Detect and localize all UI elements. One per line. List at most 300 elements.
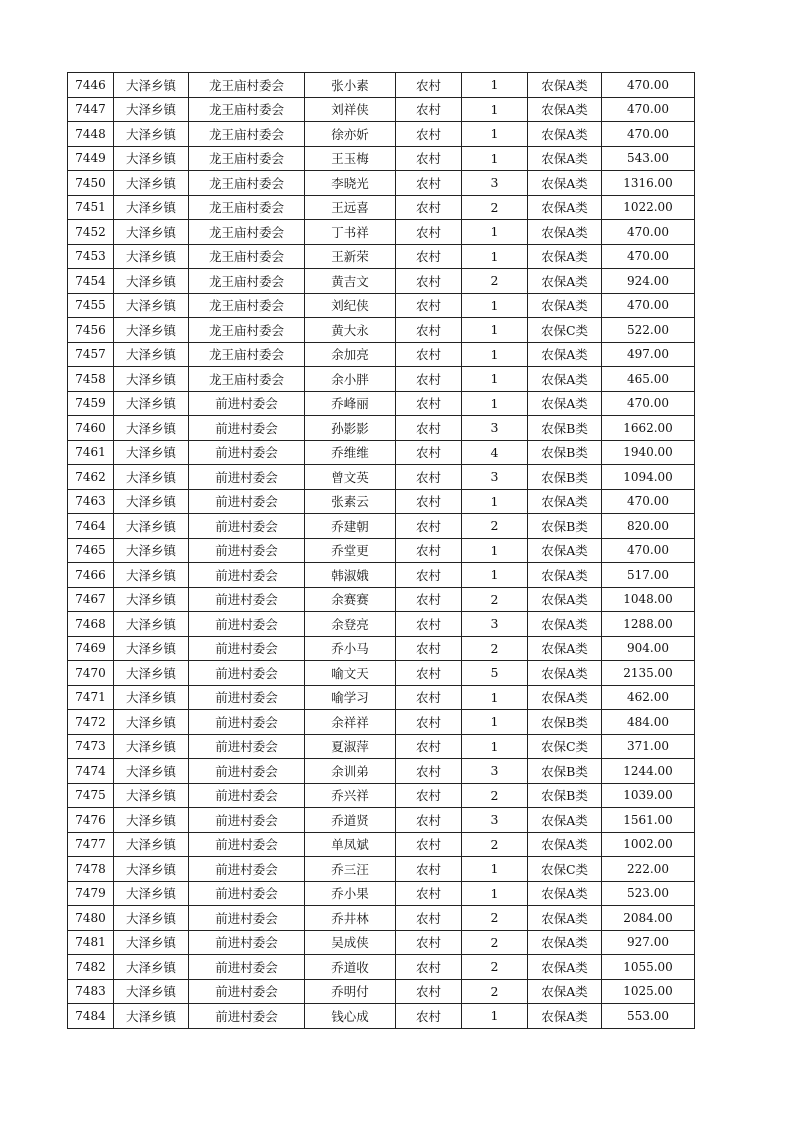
person-name-cell: 张小素	[305, 73, 396, 98]
insurance-class-cell: 农保A类	[528, 587, 602, 612]
area-type-cell: 农村	[396, 220, 462, 245]
amount-cell: 1316.00	[602, 171, 695, 196]
township-cell: 大泽乡镇	[114, 808, 189, 833]
person-name-cell: 黄大永	[305, 318, 396, 343]
insurance-class-cell: 农保B类	[528, 783, 602, 808]
table-row	[68, 220, 695, 245]
amount-cell: 465.00	[602, 367, 695, 392]
table-row	[68, 538, 695, 563]
area-type-cell: 农村	[396, 685, 462, 710]
area-type-cell: 农村	[396, 440, 462, 465]
amount-cell: 924.00	[602, 269, 695, 294]
person-name-cell: 夏淑萍	[305, 734, 396, 759]
village-committee-cell: 前进村委会	[189, 1004, 305, 1029]
amount-cell: 820.00	[602, 514, 695, 539]
subsidy-table	[67, 72, 695, 1029]
table-row	[68, 367, 695, 392]
amount-cell: 1055.00	[602, 955, 695, 980]
person-name-cell: 黄吉文	[305, 269, 396, 294]
amount-cell: 523.00	[602, 881, 695, 906]
amount-cell: 1002.00	[602, 832, 695, 857]
amount-cell: 904.00	[602, 636, 695, 661]
area-type-cell: 农村	[396, 514, 462, 539]
row-id-cell: 7473	[68, 734, 114, 759]
person-name-cell: 喻文天	[305, 661, 396, 686]
row-id-cell: 7454	[68, 269, 114, 294]
row-id-cell: 7453	[68, 244, 114, 269]
table-row	[68, 881, 695, 906]
amount-cell: 543.00	[602, 146, 695, 171]
village-committee-cell: 龙王庙村委会	[189, 73, 305, 98]
table-row	[68, 710, 695, 735]
table-row	[68, 465, 695, 490]
amount-cell: 470.00	[602, 73, 695, 98]
table-row	[68, 734, 695, 759]
amount-cell: 1025.00	[602, 979, 695, 1004]
row-id-cell: 7466	[68, 563, 114, 588]
row-id-cell: 7446	[68, 73, 114, 98]
village-committee-cell: 前进村委会	[189, 416, 305, 441]
table-row	[68, 489, 695, 514]
township-cell: 大泽乡镇	[114, 587, 189, 612]
household-size-cell: 2	[462, 979, 528, 1004]
township-cell: 大泽乡镇	[114, 538, 189, 563]
person-name-cell: 乔道贤	[305, 808, 396, 833]
row-id-cell: 7452	[68, 220, 114, 245]
table-row	[68, 269, 695, 294]
village-committee-cell: 前进村委会	[189, 391, 305, 416]
area-type-cell: 农村	[396, 808, 462, 833]
amount-cell: 371.00	[602, 734, 695, 759]
person-name-cell: 乔井林	[305, 906, 396, 931]
area-type-cell: 农村	[396, 636, 462, 661]
village-committee-cell: 前进村委会	[189, 881, 305, 906]
row-id-cell: 7481	[68, 930, 114, 955]
insurance-class-cell: 农保A类	[528, 73, 602, 98]
row-id-cell: 7478	[68, 857, 114, 882]
row-id-cell: 7456	[68, 318, 114, 343]
row-id-cell: 7448	[68, 122, 114, 147]
amount-cell: 222.00	[602, 857, 695, 882]
amount-cell: 927.00	[602, 930, 695, 955]
table-row	[68, 857, 695, 882]
household-size-cell: 2	[462, 636, 528, 661]
area-type-cell: 农村	[396, 612, 462, 637]
person-name-cell: 余祥祥	[305, 710, 396, 735]
amount-cell: 470.00	[602, 293, 695, 318]
row-id-cell: 7462	[68, 465, 114, 490]
amount-cell: 497.00	[602, 342, 695, 367]
township-cell: 大泽乡镇	[114, 73, 189, 98]
amount-cell: 1022.00	[602, 195, 695, 220]
row-id-cell: 7475	[68, 783, 114, 808]
table-row	[68, 195, 695, 220]
village-committee-cell: 龙王庙村委会	[189, 195, 305, 220]
area-type-cell: 农村	[396, 759, 462, 784]
township-cell: 大泽乡镇	[114, 416, 189, 441]
person-name-cell: 乔建朝	[305, 514, 396, 539]
village-committee-cell: 龙王庙村委会	[189, 318, 305, 343]
row-id-cell: 7477	[68, 832, 114, 857]
village-committee-cell: 前进村委会	[189, 685, 305, 710]
insurance-class-cell: 农保A类	[528, 538, 602, 563]
person-name-cell: 乔小马	[305, 636, 396, 661]
insurance-class-cell: 农保A类	[528, 122, 602, 147]
person-name-cell: 余小胖	[305, 367, 396, 392]
row-id-cell: 7474	[68, 759, 114, 784]
table-row	[68, 661, 695, 686]
household-size-cell: 1	[462, 1004, 528, 1029]
household-size-cell: 3	[462, 759, 528, 784]
household-size-cell: 1	[462, 489, 528, 514]
insurance-class-cell: 农保A类	[528, 832, 602, 857]
township-cell: 大泽乡镇	[114, 122, 189, 147]
village-committee-cell: 龙王庙村委会	[189, 293, 305, 318]
insurance-class-cell: 农保B类	[528, 514, 602, 539]
insurance-class-cell: 农保A类	[528, 685, 602, 710]
person-name-cell: 王玉梅	[305, 146, 396, 171]
table-row	[68, 171, 695, 196]
village-committee-cell: 前进村委会	[189, 440, 305, 465]
township-cell: 大泽乡镇	[114, 318, 189, 343]
household-size-cell: 3	[462, 416, 528, 441]
table-row	[68, 783, 695, 808]
household-size-cell: 2	[462, 269, 528, 294]
village-committee-cell: 前进村委会	[189, 906, 305, 931]
insurance-class-cell: 农保A类	[528, 808, 602, 833]
amount-cell: 470.00	[602, 97, 695, 122]
township-cell: 大泽乡镇	[114, 857, 189, 882]
area-type-cell: 农村	[396, 391, 462, 416]
table-row	[68, 759, 695, 784]
row-id-cell: 7482	[68, 955, 114, 980]
table-row	[68, 440, 695, 465]
area-type-cell: 农村	[396, 906, 462, 931]
village-committee-cell: 前进村委会	[189, 759, 305, 784]
person-name-cell: 乔堂更	[305, 538, 396, 563]
table-row	[68, 146, 695, 171]
township-cell: 大泽乡镇	[114, 489, 189, 514]
household-size-cell: 3	[462, 808, 528, 833]
amount-cell: 1662.00	[602, 416, 695, 441]
township-cell: 大泽乡镇	[114, 955, 189, 980]
insurance-class-cell: 农保A类	[528, 661, 602, 686]
insurance-class-cell: 农保C类	[528, 857, 602, 882]
table-row	[68, 73, 695, 98]
insurance-class-cell: 农保A类	[528, 293, 602, 318]
row-id-cell: 7476	[68, 808, 114, 833]
person-name-cell: 余赛赛	[305, 587, 396, 612]
table-row	[68, 930, 695, 955]
village-committee-cell: 前进村委会	[189, 979, 305, 1004]
household-size-cell: 2	[462, 930, 528, 955]
amount-cell: 517.00	[602, 563, 695, 588]
village-committee-cell: 前进村委会	[189, 489, 305, 514]
person-name-cell: 余登亮	[305, 612, 396, 637]
area-type-cell: 农村	[396, 710, 462, 735]
person-name-cell: 徐亦妡	[305, 122, 396, 147]
row-id-cell: 7470	[68, 661, 114, 686]
area-type-cell: 农村	[396, 318, 462, 343]
insurance-class-cell: 农保A类	[528, 244, 602, 269]
household-size-cell: 1	[462, 244, 528, 269]
person-name-cell: 余训弟	[305, 759, 396, 784]
person-name-cell: 吴成侠	[305, 930, 396, 955]
township-cell: 大泽乡镇	[114, 244, 189, 269]
household-size-cell: 1	[462, 318, 528, 343]
area-type-cell: 农村	[396, 269, 462, 294]
amount-cell: 522.00	[602, 318, 695, 343]
insurance-class-cell: 农保C类	[528, 734, 602, 759]
table-row	[68, 832, 695, 857]
insurance-class-cell: 农保A类	[528, 367, 602, 392]
table-row	[68, 808, 695, 833]
household-size-cell: 1	[462, 342, 528, 367]
township-cell: 大泽乡镇	[114, 685, 189, 710]
insurance-class-cell: 农保A类	[528, 881, 602, 906]
row-id-cell: 7472	[68, 710, 114, 735]
household-size-cell: 3	[462, 171, 528, 196]
person-name-cell: 张素云	[305, 489, 396, 514]
amount-cell: 1244.00	[602, 759, 695, 784]
area-type-cell: 农村	[396, 1004, 462, 1029]
village-committee-cell: 前进村委会	[189, 955, 305, 980]
person-name-cell: 丁书祥	[305, 220, 396, 245]
area-type-cell: 农村	[396, 416, 462, 441]
township-cell: 大泽乡镇	[114, 440, 189, 465]
person-name-cell: 孙影影	[305, 416, 396, 441]
amount-cell: 2135.00	[602, 661, 695, 686]
insurance-class-cell: 农保B类	[528, 710, 602, 735]
area-type-cell: 农村	[396, 195, 462, 220]
table-row	[68, 342, 695, 367]
household-size-cell: 2	[462, 514, 528, 539]
village-committee-cell: 前进村委会	[189, 465, 305, 490]
village-committee-cell: 前进村委会	[189, 538, 305, 563]
person-name-cell: 李晓光	[305, 171, 396, 196]
township-cell: 大泽乡镇	[114, 710, 189, 735]
household-size-cell: 1	[462, 293, 528, 318]
township-cell: 大泽乡镇	[114, 1004, 189, 1029]
area-type-cell: 农村	[396, 171, 462, 196]
table-body	[68, 73, 695, 1029]
township-cell: 大泽乡镇	[114, 342, 189, 367]
insurance-class-cell: 农保A类	[528, 269, 602, 294]
row-id-cell: 7458	[68, 367, 114, 392]
household-size-cell: 1	[462, 220, 528, 245]
table-row	[68, 416, 695, 441]
village-committee-cell: 前进村委会	[189, 636, 305, 661]
village-committee-cell: 前进村委会	[189, 783, 305, 808]
township-cell: 大泽乡镇	[114, 293, 189, 318]
township-cell: 大泽乡镇	[114, 465, 189, 490]
person-name-cell: 刘纪侠	[305, 293, 396, 318]
person-name-cell: 钱心成	[305, 1004, 396, 1029]
row-id-cell: 7480	[68, 906, 114, 931]
household-size-cell: 1	[462, 146, 528, 171]
table-row	[68, 97, 695, 122]
insurance-class-cell: 农保A类	[528, 636, 602, 661]
amount-cell: 484.00	[602, 710, 695, 735]
area-type-cell: 农村	[396, 979, 462, 1004]
person-name-cell: 王远喜	[305, 195, 396, 220]
row-id-cell: 7479	[68, 881, 114, 906]
person-name-cell: 单凤斌	[305, 832, 396, 857]
area-type-cell: 农村	[396, 832, 462, 857]
household-size-cell: 1	[462, 391, 528, 416]
household-size-cell: 2	[462, 195, 528, 220]
amount-cell: 1094.00	[602, 465, 695, 490]
amount-cell: 1288.00	[602, 612, 695, 637]
person-name-cell: 乔三汪	[305, 857, 396, 882]
household-size-cell: 1	[462, 97, 528, 122]
area-type-cell: 农村	[396, 955, 462, 980]
household-size-cell: 3	[462, 612, 528, 637]
person-name-cell: 乔峰丽	[305, 391, 396, 416]
insurance-class-cell: 农保A类	[528, 146, 602, 171]
area-type-cell: 农村	[396, 734, 462, 759]
village-committee-cell: 前进村委会	[189, 612, 305, 637]
township-cell: 大泽乡镇	[114, 563, 189, 588]
person-name-cell: 曾文英	[305, 465, 396, 490]
township-cell: 大泽乡镇	[114, 636, 189, 661]
area-type-cell: 农村	[396, 783, 462, 808]
household-size-cell: 1	[462, 122, 528, 147]
village-committee-cell: 龙王庙村委会	[189, 367, 305, 392]
village-committee-cell: 前进村委会	[189, 808, 305, 833]
township-cell: 大泽乡镇	[114, 881, 189, 906]
insurance-class-cell: 农保A类	[528, 1004, 602, 1029]
village-committee-cell: 前进村委会	[189, 832, 305, 857]
township-cell: 大泽乡镇	[114, 759, 189, 784]
row-id-cell: 7459	[68, 391, 114, 416]
township-cell: 大泽乡镇	[114, 391, 189, 416]
insurance-class-cell: 农保A类	[528, 195, 602, 220]
insurance-class-cell: 农保B类	[528, 440, 602, 465]
table-row	[68, 612, 695, 637]
person-name-cell: 余加亮	[305, 342, 396, 367]
household-size-cell: 2	[462, 587, 528, 612]
village-committee-cell: 前进村委会	[189, 563, 305, 588]
village-committee-cell: 龙王庙村委会	[189, 244, 305, 269]
amount-cell: 470.00	[602, 391, 695, 416]
row-id-cell: 7457	[68, 342, 114, 367]
row-id-cell: 7484	[68, 1004, 114, 1029]
table-row	[68, 906, 695, 931]
household-size-cell: 5	[462, 661, 528, 686]
household-size-cell: 1	[462, 685, 528, 710]
area-type-cell: 农村	[396, 97, 462, 122]
township-cell: 大泽乡镇	[114, 514, 189, 539]
table-row	[68, 685, 695, 710]
township-cell: 大泽乡镇	[114, 832, 189, 857]
village-committee-cell: 龙王庙村委会	[189, 171, 305, 196]
insurance-class-cell: 农保A类	[528, 979, 602, 1004]
person-name-cell: 乔明付	[305, 979, 396, 1004]
amount-cell: 1039.00	[602, 783, 695, 808]
row-id-cell: 7451	[68, 195, 114, 220]
township-cell: 大泽乡镇	[114, 367, 189, 392]
table-row	[68, 1004, 695, 1029]
township-cell: 大泽乡镇	[114, 195, 189, 220]
insurance-class-cell: 农保A类	[528, 930, 602, 955]
row-id-cell: 7460	[68, 416, 114, 441]
row-id-cell: 7471	[68, 685, 114, 710]
area-type-cell: 农村	[396, 587, 462, 612]
area-type-cell: 农村	[396, 367, 462, 392]
township-cell: 大泽乡镇	[114, 146, 189, 171]
area-type-cell: 农村	[396, 293, 462, 318]
table-row	[68, 979, 695, 1004]
village-committee-cell: 龙王庙村委会	[189, 146, 305, 171]
village-committee-cell: 前进村委会	[189, 661, 305, 686]
amount-cell: 1048.00	[602, 587, 695, 612]
row-id-cell: 7467	[68, 587, 114, 612]
person-name-cell: 喻学习	[305, 685, 396, 710]
amount-cell: 2084.00	[602, 906, 695, 931]
household-size-cell: 4	[462, 440, 528, 465]
insurance-class-cell: 农保B类	[528, 759, 602, 784]
row-id-cell: 7449	[68, 146, 114, 171]
village-committee-cell: 前进村委会	[189, 734, 305, 759]
household-size-cell: 2	[462, 955, 528, 980]
village-committee-cell: 龙王庙村委会	[189, 220, 305, 245]
village-committee-cell: 前进村委会	[189, 930, 305, 955]
area-type-cell: 农村	[396, 930, 462, 955]
person-name-cell: 乔小果	[305, 881, 396, 906]
row-id-cell: 7463	[68, 489, 114, 514]
area-type-cell: 农村	[396, 489, 462, 514]
household-size-cell: 3	[462, 465, 528, 490]
row-id-cell: 7461	[68, 440, 114, 465]
township-cell: 大泽乡镇	[114, 612, 189, 637]
row-id-cell: 7455	[68, 293, 114, 318]
household-size-cell: 1	[462, 710, 528, 735]
insurance-class-cell: 农保A类	[528, 906, 602, 931]
household-size-cell: 1	[462, 881, 528, 906]
amount-cell: 470.00	[602, 122, 695, 147]
household-size-cell: 1	[462, 538, 528, 563]
area-type-cell: 农村	[396, 146, 462, 171]
village-committee-cell: 前进村委会	[189, 857, 305, 882]
township-cell: 大泽乡镇	[114, 661, 189, 686]
table-row	[68, 636, 695, 661]
table-row	[68, 587, 695, 612]
township-cell: 大泽乡镇	[114, 97, 189, 122]
insurance-class-cell: 农保B类	[528, 416, 602, 441]
insurance-class-cell: 农保A类	[528, 220, 602, 245]
township-cell: 大泽乡镇	[114, 979, 189, 1004]
amount-cell: 1940.00	[602, 440, 695, 465]
insurance-class-cell: 农保A类	[528, 612, 602, 637]
township-cell: 大泽乡镇	[114, 906, 189, 931]
household-size-cell: 2	[462, 906, 528, 931]
township-cell: 大泽乡镇	[114, 220, 189, 245]
village-committee-cell: 前进村委会	[189, 514, 305, 539]
person-name-cell: 刘祥侠	[305, 97, 396, 122]
household-size-cell: 1	[462, 73, 528, 98]
amount-cell: 462.00	[602, 685, 695, 710]
household-size-cell: 2	[462, 783, 528, 808]
person-name-cell: 乔兴祥	[305, 783, 396, 808]
village-committee-cell: 龙王庙村委会	[189, 122, 305, 147]
insurance-class-cell: 农保A类	[528, 955, 602, 980]
insurance-class-cell: 农保A类	[528, 97, 602, 122]
household-size-cell: 1	[462, 367, 528, 392]
amount-cell: 553.00	[602, 1004, 695, 1029]
row-id-cell: 7464	[68, 514, 114, 539]
row-id-cell: 7468	[68, 612, 114, 637]
